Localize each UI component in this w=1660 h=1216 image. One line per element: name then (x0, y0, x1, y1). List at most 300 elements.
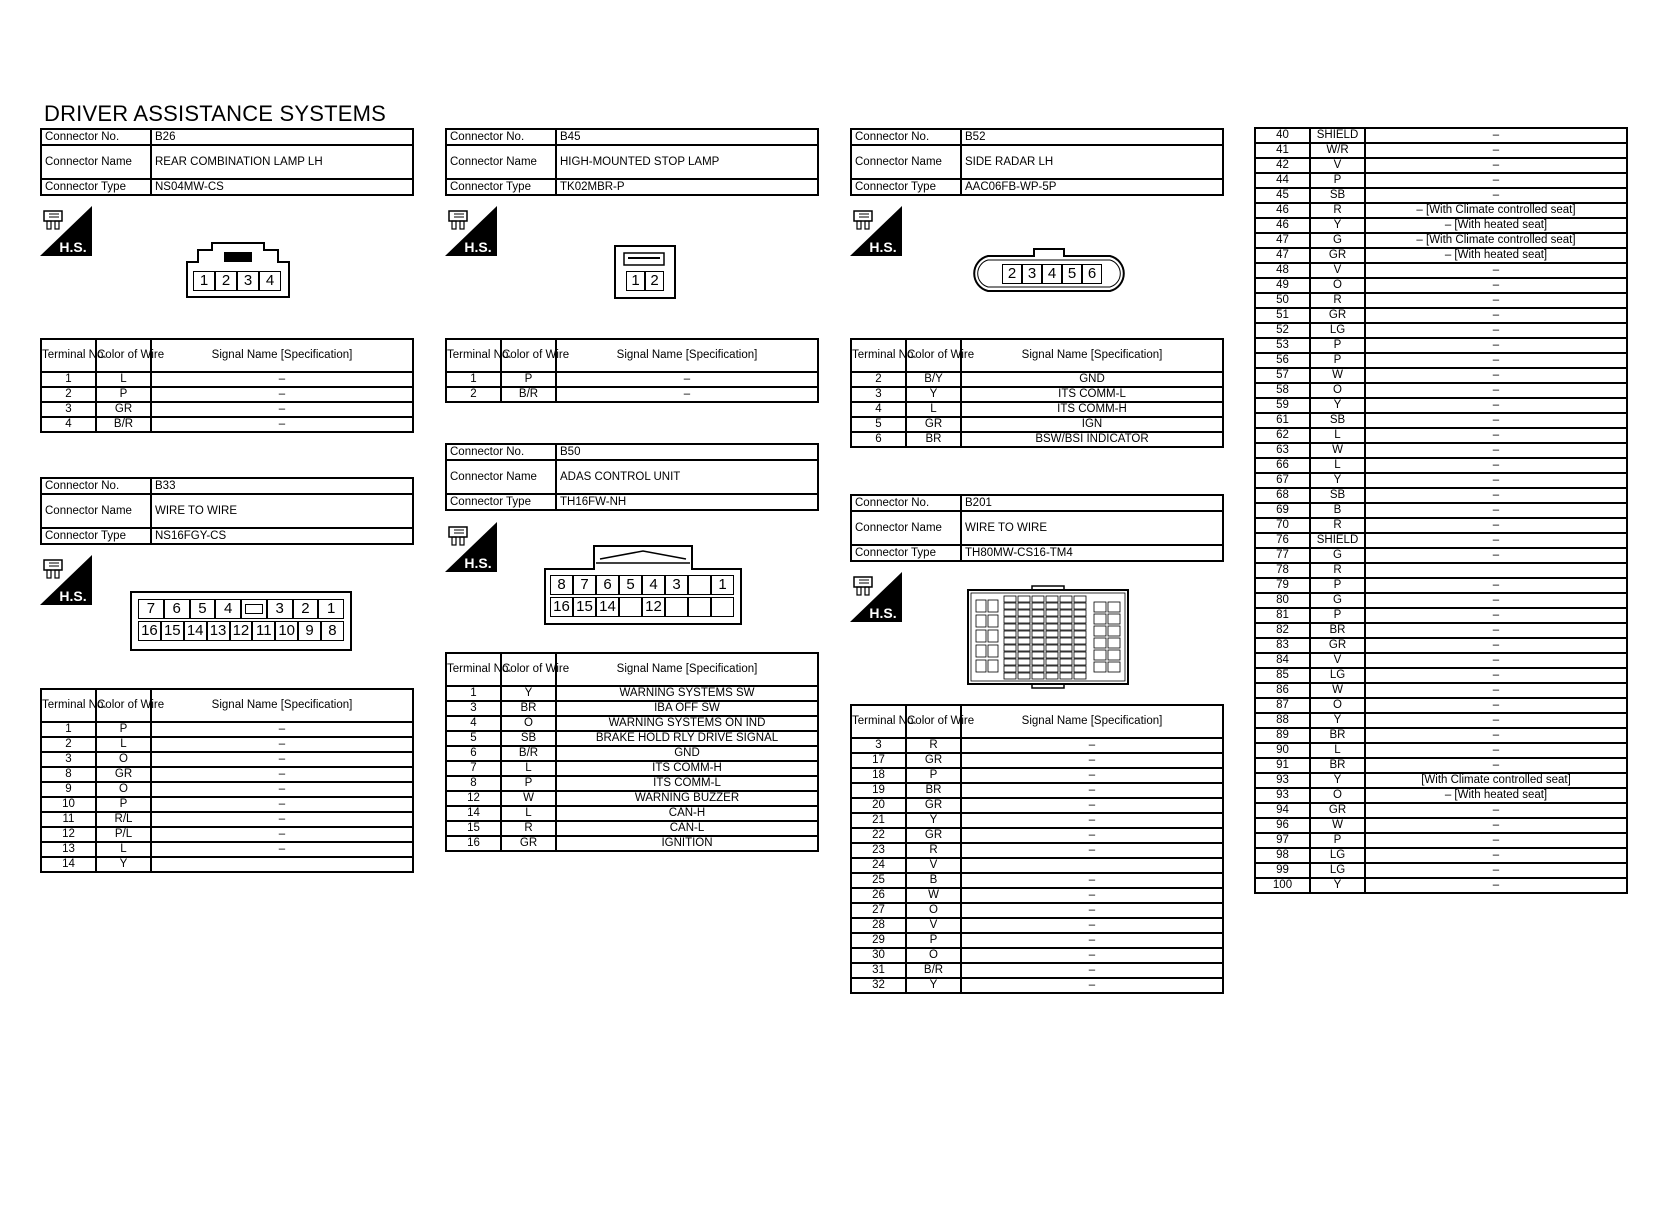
terminal-no: 7 (446, 761, 501, 776)
terminal-no: 93 (1255, 773, 1310, 788)
connector-pin: 11 (252, 621, 275, 641)
terminal-no: 46 (1255, 218, 1310, 233)
connector-pin (1074, 617, 1086, 623)
terminal-no: 26 (851, 888, 906, 903)
connector-pin (1074, 631, 1086, 637)
connector-pin (1004, 673, 1016, 679)
connector-pin (1046, 610, 1058, 616)
connector-type: NS04MW-CS (151, 179, 413, 195)
terminal-no: 52 (1255, 323, 1310, 338)
connector-pin (1004, 610, 1016, 616)
signal-name: – (1365, 383, 1627, 398)
wire-color: O (96, 782, 151, 797)
header-color-of-wire: Color of Wire (96, 689, 151, 722)
label-connector-type: Connector Type (851, 545, 961, 561)
connector-type: TH16FW-NH (556, 494, 818, 510)
terminal-no: 19 (851, 783, 906, 798)
connector-pin (1060, 638, 1072, 644)
connector-pin: 3 (665, 575, 688, 595)
hs-icon (445, 522, 497, 572)
signal-name: – (151, 417, 413, 432)
connector-pin (1074, 666, 1086, 672)
table-row (1255, 878, 1627, 893)
terminal-no: 82 (1255, 623, 1310, 638)
wire-color: SHIELD (1310, 128, 1365, 143)
connector-pin (1046, 596, 1058, 602)
connector-pin (1060, 666, 1072, 672)
wire-color: LG (1310, 863, 1365, 878)
signal-name: – (151, 767, 413, 782)
header-signal-name: Signal Name [Specification] (961, 705, 1223, 738)
wire-color: B (906, 873, 961, 888)
signal-name: – (1365, 503, 1627, 518)
connector-pin: 6 (596, 575, 619, 595)
connector-pin: 5 (1062, 264, 1082, 284)
table-row (446, 761, 818, 776)
terminal-no: 45 (1255, 188, 1310, 203)
terminal-no: 93 (1255, 788, 1310, 803)
signal-name: – (1365, 743, 1627, 758)
table-row (41, 737, 413, 752)
wire-color: GR (96, 402, 151, 417)
wire-color: L (501, 806, 556, 821)
connector-no: B26 (151, 129, 413, 145)
terminal-no: 46 (1255, 203, 1310, 218)
wire-color: BR (1310, 728, 1365, 743)
table-row (851, 753, 1223, 768)
signal-name: – (1365, 638, 1627, 653)
wire-color: SB (1310, 188, 1365, 203)
terminal-no: 15 (446, 821, 501, 836)
connector-pin (1046, 666, 1058, 672)
connector-pin (1032, 596, 1044, 602)
connector-pin: 2 (293, 599, 319, 619)
terminal-no: 25 (851, 873, 906, 888)
wire-color: O (906, 903, 961, 918)
header-signal-name: Signal Name [Specification] (151, 339, 413, 372)
signal-name: – (1365, 458, 1627, 473)
label-connector-type: Connector Type (851, 179, 961, 195)
terminal-no: 4 (41, 417, 96, 432)
terminal-no: 6 (851, 432, 906, 447)
signal-name: – (1365, 308, 1627, 323)
wire-color: Y (906, 387, 961, 402)
signal-name: – (1365, 548, 1627, 563)
table-row (1255, 548, 1627, 563)
connector-pin (976, 615, 986, 627)
wire-color: O (96, 752, 151, 767)
connector-type: TH80MW-CS16-TM4 (961, 545, 1223, 561)
table-row (1255, 218, 1627, 233)
table-row (851, 783, 1223, 798)
wire-color: R (906, 843, 961, 858)
table-row (1255, 758, 1627, 773)
signal-name: – (151, 842, 413, 857)
wire-color: B/R (906, 963, 961, 978)
terminal-no: 58 (1255, 383, 1310, 398)
terminal-no: 4 (446, 716, 501, 731)
signal-name: – (1365, 158, 1627, 173)
connector-pin (1060, 645, 1072, 651)
connector-pin: 7 (573, 575, 596, 595)
terminal-no: 69 (1255, 503, 1310, 518)
wire-color: P (906, 768, 961, 783)
connector-pin (1018, 624, 1030, 630)
terminal-no: 16 (446, 836, 501, 851)
wire-color: L (501, 761, 556, 776)
hs-icon (445, 206, 497, 256)
signal-name: – (1365, 488, 1627, 503)
connector-pin (1018, 631, 1030, 637)
terminal-no: 1 (41, 722, 96, 737)
signal-name: – (556, 372, 818, 387)
table-row (851, 798, 1223, 813)
terminal-no: 87 (1255, 698, 1310, 713)
connector-pin (1108, 602, 1120, 612)
table-row (1255, 173, 1627, 188)
terminal-no: 77 (1255, 548, 1310, 563)
terminal-no: 89 (1255, 728, 1310, 743)
signal-name: WARNING SYSTEMS ON IND (556, 716, 818, 731)
connector-pin: 4 (642, 575, 665, 595)
wire-color: GR (1310, 803, 1365, 818)
wire-color: Y (96, 857, 151, 872)
terminal-no: 51 (1255, 308, 1310, 323)
terminal-no: 66 (1255, 458, 1310, 473)
connector-pin (241, 599, 267, 619)
connector-pin (1074, 638, 1086, 644)
terminal-no: 4 (851, 402, 906, 417)
header-terminal-no: Terminal No. (851, 705, 906, 738)
header-color-of-wire: Color of Wire (501, 339, 556, 372)
connector-pin: 12 (230, 621, 253, 641)
table-row (446, 731, 818, 746)
signal-name: GND (961, 372, 1223, 387)
signal-name: – (151, 402, 413, 417)
table-row (1255, 263, 1627, 278)
hs-label: H.S. (464, 555, 492, 571)
connector-pin (1074, 610, 1086, 616)
table-row (1255, 698, 1627, 713)
terminal-no: 3 (41, 752, 96, 767)
wire-color: G (1310, 548, 1365, 563)
table-row (41, 842, 413, 857)
wire-color: P (1310, 338, 1365, 353)
table-row (851, 933, 1223, 948)
terminal-no: 6 (446, 746, 501, 761)
terminal-no: 28 (851, 918, 906, 933)
terminal-no: 44 (1255, 173, 1310, 188)
wire-color: GR (906, 828, 961, 843)
connector-pin (1018, 638, 1030, 644)
wire-color: P/L (96, 827, 151, 842)
connector-pin (1032, 610, 1044, 616)
connector-pin (1046, 631, 1058, 637)
connector-name: SIDE RADAR LH (961, 145, 1223, 179)
signal-name (961, 858, 1223, 873)
connector-pin (1032, 624, 1044, 630)
table-row (1255, 623, 1627, 638)
wire-color: Y (1310, 473, 1365, 488)
terminal-no: 2 (446, 387, 501, 402)
signal-name (1365, 563, 1627, 578)
terminal-no: 47 (1255, 248, 1310, 263)
connector-pin: 14 (596, 597, 619, 617)
connector-pin (1074, 673, 1086, 679)
label-connector-type: Connector Type (446, 179, 556, 195)
connector-pin (1108, 662, 1120, 672)
signal-name: – (556, 387, 818, 402)
signal-name: – (1365, 623, 1627, 638)
wire-color: GR (906, 753, 961, 768)
wire-color: R (906, 738, 961, 753)
connector-pin (1004, 638, 1016, 644)
signal-name: ITS COMM-H (961, 402, 1223, 417)
terminal-no: 30 (851, 948, 906, 963)
connector-pin (1060, 603, 1072, 609)
connector-pin (1060, 610, 1072, 616)
label-connector-type: Connector Type (41, 528, 151, 544)
terminal-no: 23 (851, 843, 906, 858)
wire-color: Y (1310, 773, 1365, 788)
connector-pin (1060, 631, 1072, 637)
label-connector-no: Connector No. (41, 129, 151, 145)
signal-name: – (1365, 713, 1627, 728)
signal-name: – (961, 753, 1223, 768)
terminal-no: 20 (851, 798, 906, 813)
connector-pin (1018, 617, 1030, 623)
connector-pin: 15 (161, 621, 184, 641)
connector-pin: 3 (237, 271, 259, 291)
connector-pin (1074, 624, 1086, 630)
table-row (1255, 863, 1627, 878)
wire-color: GR (96, 767, 151, 782)
connector-type: AAC06FB-WP-5P (961, 179, 1223, 195)
table-row (851, 843, 1223, 858)
wire-color: L (96, 737, 151, 752)
hs-label: H.S. (869, 605, 897, 621)
connector-pin (1094, 638, 1106, 648)
table-row (1255, 653, 1627, 668)
connector-pin (1094, 614, 1106, 624)
table-row (41, 767, 413, 782)
table-row (851, 978, 1223, 993)
wire-color: V (1310, 263, 1365, 278)
signal-name: – (1365, 473, 1627, 488)
terminal-no: 90 (1255, 743, 1310, 758)
connector-pin (1032, 673, 1044, 679)
table-row (1255, 593, 1627, 608)
signal-name: – [With Climate controlled seat] (1365, 233, 1627, 248)
connector-pin (1032, 666, 1044, 672)
terminal-no: 57 (1255, 368, 1310, 383)
terminal-no: 83 (1255, 638, 1310, 653)
wire-color: R (1310, 518, 1365, 533)
connector-pin (988, 600, 998, 612)
signal-name: – (1365, 533, 1627, 548)
table-row (41, 827, 413, 842)
table-row (1255, 518, 1627, 533)
label-connector-no: Connector No. (446, 444, 556, 460)
table-row (446, 716, 818, 731)
wire-color: B/Y (906, 372, 961, 387)
signal-name: ITS COMM-L (556, 776, 818, 791)
connector-pin (1074, 659, 1086, 665)
terminal-no: 9 (41, 782, 96, 797)
terminal-no: 1 (446, 372, 501, 387)
connector-pin (688, 597, 711, 617)
connector-pin: 9 (298, 621, 321, 641)
terminal-no: 97 (1255, 833, 1310, 848)
connector-name: HIGH-MOUNTED STOP LAMP (556, 145, 818, 179)
table-row (851, 963, 1223, 978)
connector-pin (1046, 645, 1058, 651)
table-row (446, 686, 818, 701)
connector-info-b26 (40, 128, 414, 196)
wire-color: Y (906, 978, 961, 993)
signal-name: – (961, 768, 1223, 783)
table-row (1255, 578, 1627, 593)
wire-color: SB (501, 731, 556, 746)
terminal-no: 12 (446, 791, 501, 806)
header-color-of-wire: Color of Wire (906, 705, 961, 738)
wire-color: W (1310, 443, 1365, 458)
wire-color: R (1310, 203, 1365, 218)
connector-pin (1060, 617, 1072, 623)
header-signal-name: Signal Name [Specification] (556, 653, 818, 686)
wire-color: O (1310, 383, 1365, 398)
connector-pin (988, 645, 998, 657)
connector-pin: 8 (321, 621, 344, 641)
table-row (1255, 383, 1627, 398)
wire-color: V (1310, 653, 1365, 668)
wire-color: LG (1310, 668, 1365, 683)
terminal-no: 85 (1255, 668, 1310, 683)
label-connector-name: Connector Name (41, 494, 151, 528)
signal-name: IBA OFF SW (556, 701, 818, 716)
wire-color: SB (1310, 413, 1365, 428)
table-row (1255, 683, 1627, 698)
connector-pin (1060, 624, 1072, 630)
connector-pin (1018, 659, 1030, 665)
connector-name: REAR COMBINATION LAMP LH (151, 145, 413, 179)
signal-name: CAN-L (556, 821, 818, 836)
signal-name: – [With heated seat] (1365, 248, 1627, 263)
table-row (1255, 608, 1627, 623)
signal-name: – (961, 918, 1223, 933)
table-row (1255, 713, 1627, 728)
signal-name: – (151, 797, 413, 812)
table-row (851, 828, 1223, 843)
terminal-no: 96 (1255, 818, 1310, 833)
terminal-no: 2 (41, 737, 96, 752)
hs-icon (850, 572, 902, 622)
table-row (1255, 848, 1627, 863)
connector-pin (1032, 617, 1044, 623)
terminal-no: 59 (1255, 398, 1310, 413)
terminal-no: 81 (1255, 608, 1310, 623)
table-row (41, 782, 413, 797)
terminal-no: 8 (446, 776, 501, 791)
table-row (41, 752, 413, 767)
signal-name (151, 857, 413, 872)
terminal-no: 22 (851, 828, 906, 843)
connector-pin (1004, 631, 1016, 637)
table-row (851, 402, 1223, 417)
connector-pin (1004, 666, 1016, 672)
wire-color: O (1310, 788, 1365, 803)
connector-pin: 1 (318, 599, 344, 619)
table-row (1255, 248, 1627, 263)
header-terminal-no: Terminal No. (851, 339, 906, 372)
terminal-no: 14 (446, 806, 501, 821)
connector-name: WIRE TO WIRE (961, 511, 1223, 545)
connector-face-b201 (966, 586, 1130, 688)
signal-name: – (961, 843, 1223, 858)
wire-color: GR (1310, 308, 1365, 323)
signal-name: GND (556, 746, 818, 761)
terminal-no: 88 (1255, 713, 1310, 728)
connector-pin: 4 (259, 271, 281, 291)
connector-pin: 16 (138, 621, 161, 641)
terminal-no: 3 (851, 738, 906, 753)
signal-name: – (1365, 593, 1627, 608)
connector-pin (1094, 602, 1106, 612)
signal-name: – (1365, 443, 1627, 458)
connector-pin (988, 615, 998, 627)
terminal-no: 12 (41, 827, 96, 842)
connector-no: B201 (961, 495, 1223, 511)
wire-color: Y (1310, 713, 1365, 728)
signal-name: – (1365, 683, 1627, 698)
terminal-no: 68 (1255, 488, 1310, 503)
connector-pin: 13 (207, 621, 230, 641)
wire-color: W/R (1310, 143, 1365, 158)
table-row (1255, 353, 1627, 368)
connector-pin (688, 575, 711, 595)
signal-name: – [With heated seat] (1365, 218, 1627, 233)
signal-name: – (961, 813, 1223, 828)
signal-name: – (1365, 518, 1627, 533)
table-row (1255, 803, 1627, 818)
table-row (851, 372, 1223, 387)
signal-name: – (151, 387, 413, 402)
wire-color: W (1310, 368, 1365, 383)
table-row (1255, 488, 1627, 503)
table-row (851, 888, 1223, 903)
signal-name: – (151, 812, 413, 827)
wire-color: L (906, 402, 961, 417)
terminal-no: 2 (41, 387, 96, 402)
signal-name: – (961, 888, 1223, 903)
table-row (1255, 128, 1627, 143)
terminal-no: 61 (1255, 413, 1310, 428)
wire-color: R (501, 821, 556, 836)
connector-name: WIRE TO WIRE (151, 494, 413, 528)
signal-name: – (1365, 653, 1627, 668)
connector-pin: 4 (1042, 264, 1062, 284)
connector-pin (1094, 650, 1106, 660)
connector-pin (1018, 673, 1030, 679)
table-row (1255, 428, 1627, 443)
terminal-no: 3 (851, 387, 906, 402)
connector-pin (1060, 596, 1072, 602)
header-color-of-wire: Color of Wire (96, 339, 151, 372)
signal-name: – (961, 738, 1223, 753)
connector-pin (1046, 673, 1058, 679)
table-row (1255, 338, 1627, 353)
wire-color: V (906, 858, 961, 873)
